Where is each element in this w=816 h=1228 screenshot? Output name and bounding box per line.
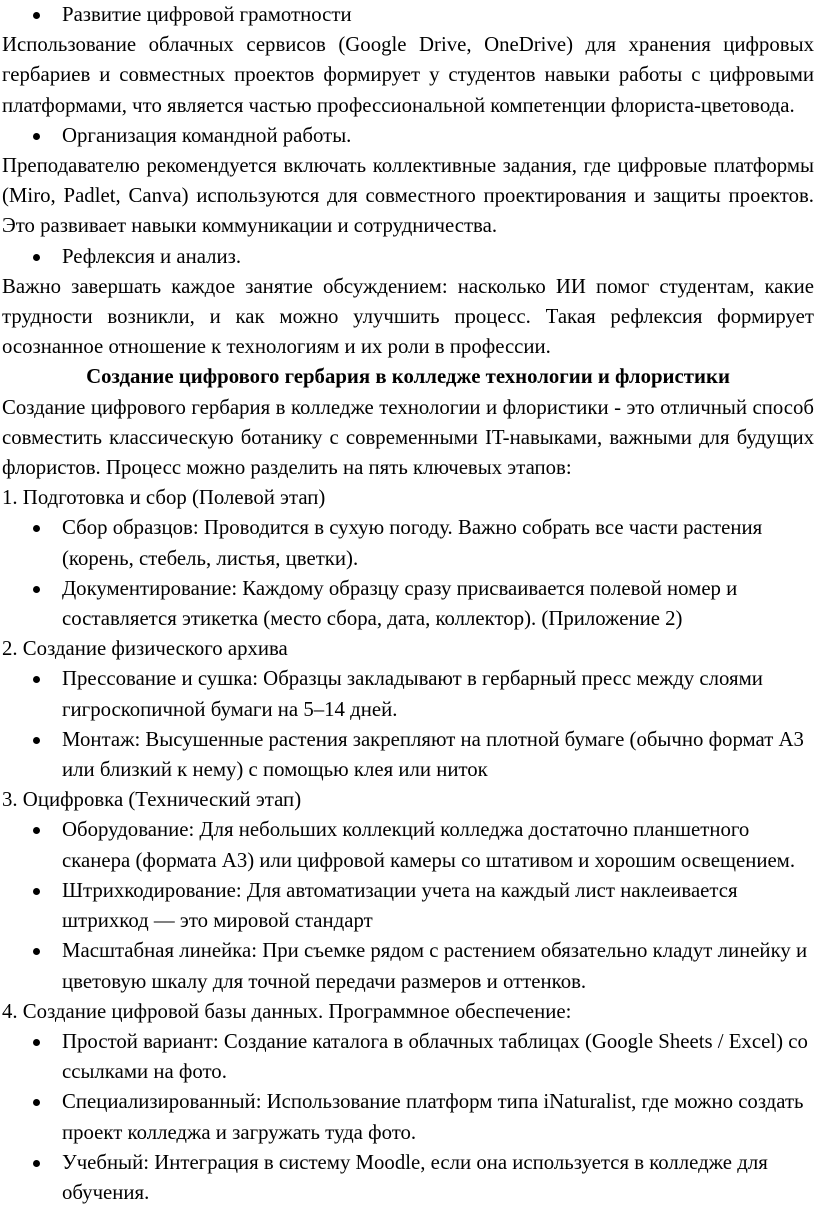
bullet-specialized-option: Специализированный: Использование платформ типа iNaturalist, где можно создать проект колледжа и загружать туда фото. [2,1087,814,1147]
paragraph-cloud-services: Использование облачных сервисов (Google Drive, OneDrive) для хранения цифровых гербариев и совместных проектов формирует у студентов навыки работы с цифровыми платформами, что является частью профессиональной компетенции флориста-цветовода. [2,33,814,117]
bullet-barcoding: Штрихкодирование: Для автоматизации учета на каждый лист наклеивается штрихкод — это мировой стандарт [2,876,814,936]
bullet-simple-option: Простой вариант: Создание каталога в облачных таблицах (Google Sheets / Excel) со ссылками на фото. [2,1027,814,1087]
paragraph-collective-tasks: Преподавателю рекомендуется включать коллективные задания, где цифровые платформы (Miro, Padlet, Canva) используются для совместного проектирования и защиты проектов. Это развивает навыки коммуникации и сотрудничества. [2,154,814,238]
bullet-mounting: Монтаж: Высушенные растения закрепляют на плотной бумаге (обычно формат А3 или близкий к нему) с помощью клея или ниток [2,725,814,785]
bullet-documentation: Документирование: Каждому образцу сразу присваивается полевой номер и составляется этикетка (место сбора, дата, коллектор). (Приложение 2) [2,574,814,634]
bullet-scale-ruler: Масштабная линейка: При съемке рядом с растением обязательно кладут линейку и цветовую шкалу для точной передачи размеров и оттенков. [2,936,814,996]
bullet-sample-collection: Сбор образцов: Проводится в сухую погоду. Важно собрать все части растения (корень, стебель, листья, цветки). [2,513,814,573]
paragraph-intro: Создание цифрового гербария в колледже технологии и флористики - это отличный способ совместить классическую ботанику с современными IT-навыками, важными для будущих флористов. Процесс можно разделить на пять ключевых этапов: [2,395,814,480]
bullet-equipment: Оборудование: Для небольших коллекций колледжа достаточно планшетного сканера (формата А3) или цифровой камеры со штативом и хорошим освещением. [2,815,814,875]
section-heading: Создание цифрового гербария в колледже технологии и флористики [86,365,730,389]
step-2-heading: 2. Создание физического архива [2,637,288,661]
step-4-heading: 4. Создание цифровой базы данных. Программное обеспечение: [2,999,572,1023]
step-1-heading: 1. Подготовка и сбор (Полевой этап) [2,486,326,510]
bullet-digital-literacy: Развитие цифровой грамотности [2,0,814,30]
bullet-educational-option: Учебный: Интеграция в систему Moodle, если она используется в колледже для обучения. [2,1148,814,1208]
paragraph-discussion: Важно завершать каждое занятие обсуждением: насколько ИИ помог студентам, какие трудности возникли, и как можно улучшить процесс. Такая рефлексия формирует осознанное отношение к технологиям и их роли в профессии. [2,274,814,359]
step-3-heading: 3. Оцифровка (Технический этап) [2,788,302,812]
bullet-pressing: Прессование и сушка: Образцы закладывают в гербарный пресс между слоями гигроскопичной бумаги на 5–14 дней. [2,664,814,724]
bullet-reflection: Рефлексия и анализ. [2,242,814,272]
bullet-teamwork: Организация командной работы. [2,121,814,151]
